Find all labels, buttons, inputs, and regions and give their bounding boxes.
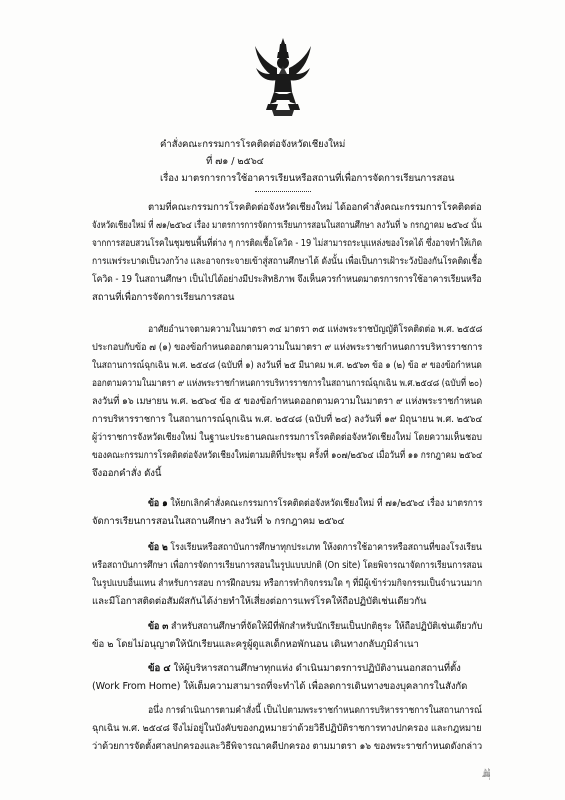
clause-label: ข้อ ๔ [148,663,171,674]
clause-line: หรือสถาบันการศึกษา เพื่อการจัดการเรียนการสอนในรูปแบบปกติ (On site) โดยพิจารณาจัดการเรียนการสอน [92,560,483,571]
document-title: คำสั่งคณะกรรมการโรคติดต่อจังหวัดเชียงใหม่ [160,139,346,150]
document-subject: เรื่อง มาตรการการใช้อาคารเรียนหรือสถานที่เพื่อการจัดการเรียนการสอน [160,173,455,184]
clause-line: ข้อ ๑ ให้ยกเลิกคำสั่งคณะกรรมการโรคติดต่อจังหวัดเชียงใหม่ ที่ ๗๑/๒๕๖๔ เรื่อง มาตรการ [148,498,483,509]
paragraph-line: จากการสอบสวนโรคในชุมชนพื้นที่ต่าง ๆ การติดเชื้อโควิด - 19 ไม่สามารถระบุแหล่งของโรคได้ ซึ่งอาจทำให้เกิด [92,238,482,249]
clause-label: ข้อ ๒ [148,542,168,553]
clause-line: ข้อ ๔ ให้ผู้บริหารสถานศึกษาทุกแห่ง ดำเนินมาตรการปฏิบัติงานนอกสถานที่ตั้ง [148,663,461,674]
paragraph-line: ในสถานการณ์ฉุกเฉิน พ.ศ. ๒๕๔๘ (ฉบับที่ ๑) ลงวันที่ ๒๕ มีนาคม พ.ศ. ๒๕๖๓ ข้อ ๑ (๒) ข้อ ๙ ของข้อกำหนด [92,360,482,371]
document-number: ที่ ๗๑ / ๒๕๖๔ [206,156,264,167]
paragraph-line: ว่าด้วยการจัดตั้งศาลปกครองและวิธีพิจารณาคดีปกครอง ตามมาตรา ๑๖ ของพระราชกำหนดดังกล่าว [92,741,483,752]
paragraph-line: ตามที่คณะกรรมการโรคติดต่อจังหวัดเชียงใหม่ ได้ออกคำสั่งคณะกรรมการโรคติดต่อ [148,202,482,213]
garuda-emblem [254,38,312,118]
paragraph-line: จังหวัดเชียงใหม่ ที่ ๗๑/๒๕๖๔ เรื่อง มาตรการการจัดการเรียนการสอนในสถานศึกษา ลงวันที่ ๖ กรกฎาคม ๒๕๖๔ นั้น [92,220,482,231]
paragraph-line: ของคณะกรรมการโรคติดต่อจังหวัดเชียงใหม่ตามมติที่ประชุม ครั้งที่ ๑๐๗/๒๕๖๔ เมื่อวันที่ ๑๑ กรกฎาคม ๒๕๖๔ [92,450,483,461]
clause-line: ข้อ ๒ โดยไม่อนุญาตให้นักเรียนและครูผู้ดูแลเด็กหอพักนอน เดินทางกลับภูมิลำเนา [92,639,419,650]
clause-line: (Work From Home) ให้เต็มความสามารถที่จะทำได้ เพื่อลดการเดินทางของบุคลากรในสังกัด [92,681,468,692]
clause-label: ข้อ ๑ [148,498,168,509]
clause-line: ในรูปแบบอื่นแทน สำหรับการสอบ การฝึกอบรม หรือการทำกิจกรรมใด ๆ ที่มีผู้เข้าร่วมกิจกรรมเป็นจำนวนมาก [92,578,482,589]
paragraph-line: สถานที่เพื่อการจัดการเรียนการสอน [92,292,235,303]
paragraph-line: การแพร่ระบาดเป็นวงกว้าง และอาจกระจายเข้าสู่สถานศึกษาได้ ดังนั้น เพื่อเป็นการเฝ้าระวังป้องกันโรคติดเชื้อ [92,256,483,267]
continuation-marker: ผู้ใดฝ่าฝืน... [482,769,490,780]
paragraph-line: อาศัยอำนาจตามความในมาตรา ๓๔ มาตรา ๓๕ แห่งพระราชบัญญัติโรคติดต่อ พ.ศ. ๒๕๕๘ [148,324,483,335]
separator-line [255,191,311,192]
clause-line: ข้อ ๓ สำหรับสถานศึกษาที่จัดให้มีที่พักสำหรับนักเรียนเป็นปกติธุระ ให้ถือปฏิบัติเช่นเดียวกับ [148,621,483,632]
paragraph-line: ลงวันที่ ๑๖ เมษายน พ.ศ. ๒๕๖๔ ข้อ ๕ ของข้อกำหนดออกตามความในมาตรา ๙ แห่งพระราชกำหนด [92,396,483,407]
paragraph-line: จึงออกคำสั่ง ดังนี้ [92,468,162,479]
paragraph-line: ออกตามความในมาตรา ๙ แห่งพระราชกำหนดการบริหารราชการในสถานการณ์ฉุกเฉิน พ.ศ.๒๕๔๘ (ฉบับที่ ๒๐) [92,378,483,389]
clause-label: ข้อ ๓ [148,621,169,632]
paragraph-line: โควิด - 19 ในสถานศึกษา เป็นไปได้อย่างมีประสิทธิภาพ จึงเห็นควรกำหนดมาตรการการใช้อาคารเรียนหรือ [92,274,482,285]
paragraph-line: การบริหารราชการ ในสถานการณ์ฉุกเฉิน พ.ศ. ๒๕๔๘ (ฉบับที่ ๒๔) ลงวันที่ ๑๙ มิถุนายน พ.ศ. ๒๕๖๔ [92,414,483,425]
clause-line: จัดการเรียนการสอนในสถานศึกษา ลงวันที่ ๖ กรกฎาคม ๒๕๖๔ [92,516,345,527]
paragraph-line: ผู้ว่าราชการจังหวัดเชียงใหม่ ในฐานะประธานคณะกรรมการโรคติดต่อจังหวัดเชียงใหม่ โดยความเห็นชอบ [92,432,482,443]
clause-line: ข้อ ๒ โรงเรียนหรือสถาบันการศึกษาทุกประเภท ให้งดการใช้อาคารหรือสถานที่ของโรงเรียน [148,542,482,553]
paragraph-line: อนึ่ง การดำเนินการตามคำสั่งนี้ เป็นไปตามพระราชกำหนดการบริหารราชการในสถานการณ์ [148,705,482,716]
paragraph-line: ฉุกเฉิน พ.ศ. ๒๕๔๘ จึงไม่อยู่ในบังคับของกฎหมายว่าด้วยวิธีปฏิบัติราชการทางปกครอง และกฎหมาย [92,723,482,734]
clause-line: และมีโอกาสติดต่อสัมผัสกันได้ง่ายทำให้เสี่ยงต่อการแพร่โรคให้ถือปฏิบัติเช่นเดียวกัน [92,596,427,607]
paragraph-line: ประกอบกับข้อ ๗ (๑) ของข้อกำหนดออกตามความในมาตรา ๙ แห่งพระราชกำหนดการบริหารราชการ [92,342,483,353]
